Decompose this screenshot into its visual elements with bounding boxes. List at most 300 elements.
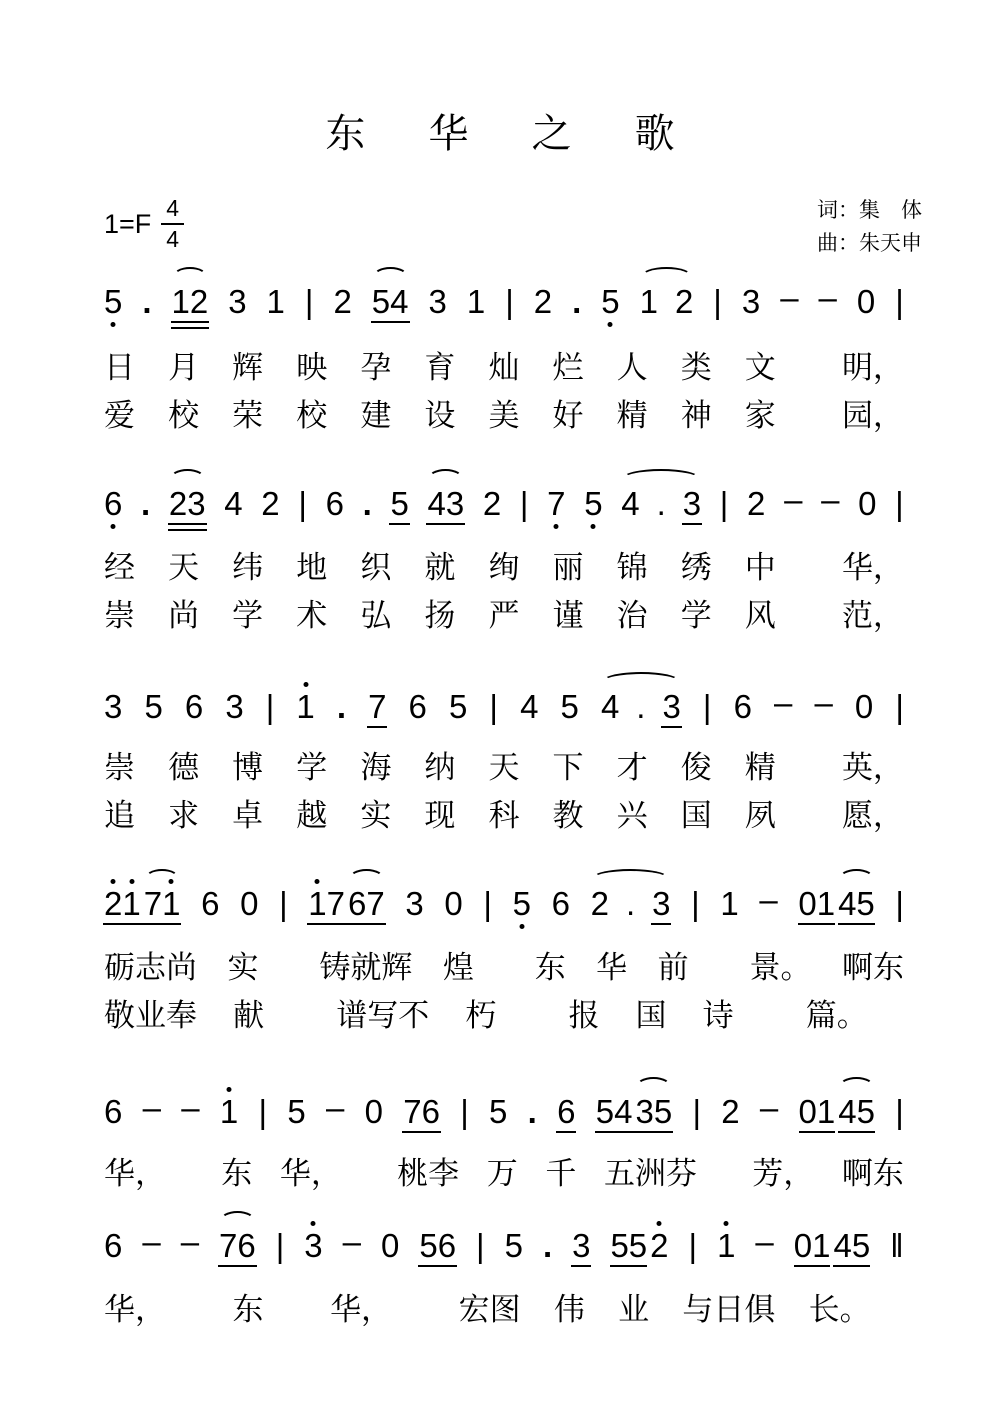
note-char: – xyxy=(142,1223,161,1260)
note xyxy=(747,486,765,522)
note xyxy=(381,1228,399,1264)
note-char: 4 xyxy=(600,688,620,725)
note-char: 1 xyxy=(717,1227,736,1264)
duration-dash xyxy=(821,482,839,518)
lyric-line-1 xyxy=(104,352,904,383)
lyric-cluster: 灿 xyxy=(488,350,520,385)
note xyxy=(104,1094,122,1130)
lyric-cluster: 国 xyxy=(680,798,712,833)
lyric-cluster: 华， xyxy=(330,1292,393,1327)
note xyxy=(220,1094,238,1130)
lyric-cluster: 园， xyxy=(841,398,904,433)
note-char: 7 xyxy=(219,1227,238,1264)
lyric-cluster: 中 xyxy=(744,550,776,585)
note-char: 1 xyxy=(720,885,739,922)
lyric-cluster: 华， xyxy=(104,1156,166,1191)
note-char: – xyxy=(780,279,799,316)
slur-group xyxy=(372,284,409,320)
lyric-cluster: 绣 xyxy=(680,550,712,585)
duration-dash xyxy=(142,1224,160,1260)
note-char: 1 xyxy=(812,1227,831,1264)
note-char: 5 xyxy=(856,1093,875,1130)
note-char: 3 xyxy=(428,283,447,320)
note-char: 3 xyxy=(682,485,702,522)
lyric-cluster: 教 xyxy=(552,798,584,833)
note-char: 5 xyxy=(512,885,531,922)
note xyxy=(505,1228,523,1264)
lyric-cluster: 华， xyxy=(104,1292,166,1327)
note-char: – xyxy=(759,881,778,918)
duration-dash xyxy=(784,482,802,518)
note-char: 4 xyxy=(390,283,409,320)
note-group xyxy=(640,284,694,320)
note-char: 3 xyxy=(662,688,681,725)
lyric-cluster: 月 xyxy=(168,350,200,385)
note-char: 0 xyxy=(380,1227,400,1264)
note xyxy=(520,689,538,725)
note-char: 4 xyxy=(520,688,539,725)
duration-dash xyxy=(760,1090,778,1126)
lyric-cluster: 俊 xyxy=(680,750,712,785)
slur-group xyxy=(169,486,206,522)
note-group xyxy=(172,284,209,320)
note-char: 1 xyxy=(266,283,285,320)
beam-group xyxy=(798,886,835,922)
note-char: 5 xyxy=(851,1227,871,1264)
note-char: 0 xyxy=(854,688,874,725)
note-char: ‖ xyxy=(890,1227,904,1264)
note xyxy=(734,689,752,725)
note-char: | xyxy=(719,485,729,522)
lyric-cluster: 报 xyxy=(568,998,600,1033)
augmentation-dot xyxy=(572,284,581,320)
beam-group xyxy=(833,1228,870,1264)
note-char: 3 xyxy=(225,688,244,725)
beam-group xyxy=(650,1228,668,1264)
lyric-line-9 xyxy=(104,1158,904,1189)
note-char: 0 xyxy=(444,885,463,922)
duration-dash xyxy=(774,685,792,721)
note xyxy=(552,886,570,922)
note-char: 0 xyxy=(858,485,877,522)
note-char: 6 xyxy=(104,485,123,522)
note-char: 2 xyxy=(104,885,123,922)
note-group xyxy=(621,486,701,522)
lyric-cluster: 求 xyxy=(168,798,200,833)
slur-group xyxy=(838,886,875,922)
note-group xyxy=(308,886,384,922)
lyric-cluster: 实 xyxy=(360,798,392,833)
lyric-cluster: 桃李 xyxy=(397,1156,460,1191)
note-char: 7 xyxy=(403,1093,422,1130)
note-char: 5 xyxy=(448,688,468,725)
note xyxy=(858,486,876,522)
note-char: 2 xyxy=(168,485,188,522)
note xyxy=(857,284,875,320)
lyric-cluster: 精 xyxy=(744,750,776,785)
note xyxy=(365,1094,383,1130)
lyricist-credit: 词：集 体 xyxy=(817,199,922,222)
barline xyxy=(305,284,314,320)
beam-group xyxy=(610,1228,647,1264)
note-char: 1 xyxy=(639,283,658,320)
lyric-cluster: 下 xyxy=(552,750,584,785)
note-char: – xyxy=(784,481,803,518)
beam-group xyxy=(419,1228,456,1264)
lyric-cluster: 范， xyxy=(841,598,904,633)
lyric-cluster: 啊东 xyxy=(841,1156,904,1191)
note-char: 1 xyxy=(466,283,486,320)
augmentation-dot xyxy=(528,1094,537,1130)
note xyxy=(534,284,552,320)
augmentation-dot xyxy=(543,1228,552,1264)
note-group xyxy=(798,886,874,922)
note-char: 6 xyxy=(348,885,367,922)
note-char: 4 xyxy=(614,1093,633,1130)
lyric-cluster: 伟 xyxy=(553,1292,585,1327)
duration-dash xyxy=(181,1224,199,1260)
note-char: 5 xyxy=(390,485,409,522)
note-char: – xyxy=(814,684,833,721)
note-char: – xyxy=(821,481,840,518)
augmentation-dot xyxy=(141,486,150,522)
note xyxy=(287,1094,305,1130)
lyric-cluster: 学 xyxy=(680,598,712,633)
note-char: 6 xyxy=(325,485,344,522)
barline xyxy=(483,886,492,922)
augmentation-dot: . xyxy=(625,885,636,922)
beam-group xyxy=(596,1094,633,1130)
lyric-cluster: 扬 xyxy=(424,598,456,633)
note-char: – xyxy=(818,279,837,316)
note-char: . xyxy=(572,283,582,320)
lyric-line-4 xyxy=(104,600,904,631)
note xyxy=(104,689,122,725)
beam-group xyxy=(557,1094,575,1130)
note-char: 5 xyxy=(489,1093,508,1130)
note xyxy=(720,886,738,922)
lyric-cluster: 啊东 xyxy=(841,950,904,985)
lyric-cluster: 华， xyxy=(279,1156,342,1191)
note xyxy=(201,886,219,922)
note-char: 5 xyxy=(584,485,603,522)
lyric-cluster: 家 xyxy=(744,398,776,433)
lyric-cluster: 宏图 xyxy=(458,1292,521,1327)
lyric-cluster: 芳， xyxy=(752,1156,815,1191)
lyric-cluster: 科 xyxy=(488,798,520,833)
note-char: – xyxy=(774,684,793,721)
note-char: 3 xyxy=(445,485,465,522)
note-char: | xyxy=(258,1093,268,1130)
beam-group xyxy=(368,689,386,725)
note-group xyxy=(390,486,408,522)
key-time-signature xyxy=(104,196,184,252)
barline xyxy=(298,486,307,522)
slur-group xyxy=(640,284,694,320)
lyric-cluster: 类 xyxy=(680,350,712,385)
note-char: 2 xyxy=(261,485,280,522)
lyric-cluster: 国 xyxy=(635,998,667,1033)
lyric-cluster: 人 xyxy=(616,350,648,385)
duration-dash xyxy=(759,882,777,918)
lyric-cluster: 日 xyxy=(104,350,135,385)
note-char: 0 xyxy=(798,885,817,922)
note-group xyxy=(591,886,671,922)
note-char: | xyxy=(688,1227,698,1264)
lyric-cluster: 美 xyxy=(488,398,520,433)
lyric-line-8 xyxy=(104,1000,904,1031)
note-char: 2 xyxy=(674,283,694,320)
slur-group xyxy=(621,486,701,522)
lyric-cluster: 博 xyxy=(232,750,264,785)
note-char: 5 xyxy=(504,1227,523,1264)
lyric-cluster: 风 xyxy=(744,598,776,633)
composer-credit: 曲：朱天申 xyxy=(817,232,922,255)
barline xyxy=(689,1228,698,1264)
lyric-cluster: 弘 xyxy=(360,598,392,633)
note-char: 4 xyxy=(427,485,446,522)
lyric-cluster: 夙 xyxy=(744,798,776,833)
lyric-cluster: 华， xyxy=(841,550,904,585)
note-char: 0 xyxy=(364,1093,383,1130)
lyric-cluster: 谱写不 xyxy=(336,998,430,1033)
credits xyxy=(817,194,922,260)
lyric-cluster: 景。 xyxy=(749,950,812,985)
lyric-line-2 xyxy=(104,400,904,431)
note-char: – xyxy=(142,1089,161,1126)
note-char: 2 xyxy=(333,283,352,320)
note xyxy=(409,689,427,725)
lyric-cluster: 锦 xyxy=(616,550,648,585)
note-char: – xyxy=(325,1089,345,1126)
barline xyxy=(266,689,275,725)
note-char: | xyxy=(895,485,904,522)
lyric-cluster: 天 xyxy=(168,550,200,585)
note-char: 6 xyxy=(437,1227,457,1264)
lyric-line-7 xyxy=(104,952,904,983)
lyric-cluster: 纬 xyxy=(232,550,264,585)
lyric-cluster: 东 xyxy=(534,950,566,985)
note-char: 5 xyxy=(144,688,163,725)
note xyxy=(104,1228,122,1264)
note-char: | xyxy=(702,688,712,725)
lyric-line-5 xyxy=(104,752,904,783)
slur-group xyxy=(172,284,209,320)
slur-group xyxy=(348,886,385,922)
note-char: – xyxy=(180,1223,200,1260)
note-char: 5 xyxy=(653,1093,673,1130)
note-char: – xyxy=(342,1223,361,1260)
barline xyxy=(489,689,498,725)
note-char: | xyxy=(476,1227,485,1264)
note-char: 2 xyxy=(747,485,766,522)
note xyxy=(296,689,314,725)
lyric-cluster: 崇 xyxy=(104,750,135,785)
note-group xyxy=(104,886,180,922)
note-char: | xyxy=(691,885,700,922)
augmentation-dot xyxy=(363,486,372,522)
note-char: 5 xyxy=(287,1093,306,1130)
note-group xyxy=(169,486,206,522)
note xyxy=(104,284,122,320)
note xyxy=(742,284,760,320)
lyric-line-3 xyxy=(104,552,904,583)
augmentation-dot xyxy=(337,689,346,725)
note-char: | xyxy=(275,1227,285,1264)
note-group xyxy=(794,1228,870,1264)
note-char: 6 xyxy=(201,885,220,922)
duration-dash xyxy=(181,1090,199,1126)
note-char: 6 xyxy=(557,1093,576,1130)
beam-group xyxy=(403,1094,440,1130)
note xyxy=(429,284,447,320)
barline xyxy=(890,1228,904,1264)
note-char: | xyxy=(279,885,288,922)
note-char: 0 xyxy=(798,1093,817,1130)
note-char: 6 xyxy=(733,688,752,725)
lyric-line-10 xyxy=(104,1294,904,1325)
note-char: 7 xyxy=(547,485,566,522)
lyric-cluster: 纳 xyxy=(424,750,456,785)
barline xyxy=(713,284,722,320)
lyric-cluster: 术 xyxy=(296,598,328,633)
note-char: 1 xyxy=(296,688,315,725)
note xyxy=(467,284,485,320)
note-char: 2 xyxy=(721,1093,740,1130)
note-char: 3 xyxy=(228,283,247,320)
note-char: – xyxy=(181,1089,200,1126)
music-line-4 xyxy=(104,881,904,922)
lyric-cluster: 英， xyxy=(841,750,904,785)
barline xyxy=(460,1094,469,1130)
beam-group xyxy=(799,1094,836,1130)
augmentation-dot: . xyxy=(636,688,646,725)
note-char: | xyxy=(519,485,529,522)
lyric-cluster: 织 xyxy=(360,550,392,585)
note-char: 4 xyxy=(838,1093,857,1130)
barline xyxy=(259,1094,268,1130)
note-group xyxy=(596,1094,672,1130)
lyric-cluster: 实 xyxy=(227,950,259,985)
lyric-cluster: 海 xyxy=(360,750,392,785)
note-char: | xyxy=(895,885,904,922)
note-char: . xyxy=(141,485,151,522)
note-char: | xyxy=(265,688,275,725)
note xyxy=(405,886,423,922)
note-char: 3 xyxy=(572,1227,591,1264)
lyric-cluster: 烂 xyxy=(552,350,584,385)
note-char: 5 xyxy=(610,1227,629,1264)
note-char: 1 xyxy=(122,885,141,922)
lyric-cluster: 砺志尚 xyxy=(104,950,197,985)
note xyxy=(225,689,243,725)
note-char: 6 xyxy=(184,688,204,725)
time-signature-denominator: 4 xyxy=(166,226,180,252)
note-char: 2 xyxy=(189,283,209,320)
note-char: 2 xyxy=(650,1227,669,1264)
note-char: 6 xyxy=(104,1227,123,1264)
lyric-cluster: 现 xyxy=(424,798,456,833)
note xyxy=(144,689,162,725)
lyric-cluster: 万 xyxy=(486,1156,518,1191)
note-char: 2 xyxy=(590,885,609,922)
note-char: . xyxy=(362,485,372,522)
note-char: 3 xyxy=(304,1227,323,1264)
note-char: 7 xyxy=(326,885,346,922)
music-line-3 xyxy=(104,684,904,725)
duration-dash xyxy=(780,280,798,316)
note-char: | xyxy=(895,688,904,725)
note-char: . xyxy=(542,1227,553,1264)
augmentation-dot: . xyxy=(656,485,666,522)
lyric-cluster: 地 xyxy=(296,550,328,585)
lyric-cluster: 建 xyxy=(360,398,392,433)
lyric-cluster: 越 xyxy=(296,798,328,833)
lyric-cluster: 育 xyxy=(424,350,456,385)
note-char: 4 xyxy=(833,1227,852,1264)
note-char: 7 xyxy=(143,885,163,922)
key-signature: 1=F xyxy=(104,208,152,239)
note-char: 0 xyxy=(240,885,259,922)
lyric-line-6 xyxy=(104,800,904,831)
beam-group xyxy=(390,486,408,522)
barline xyxy=(720,486,729,522)
note xyxy=(185,689,203,725)
augmentation-dot xyxy=(142,284,151,320)
lyric-cluster: 明， xyxy=(841,350,904,385)
note-group xyxy=(427,486,464,522)
lyric-cluster: 学 xyxy=(232,598,264,633)
note xyxy=(855,689,873,725)
song-title: 东 华 之 歌 xyxy=(325,112,701,156)
time-signature xyxy=(161,196,184,252)
note-char: 2 xyxy=(533,283,553,320)
note-char: | xyxy=(692,1093,702,1130)
note-char: 7 xyxy=(368,688,387,725)
lyric-cluster: 校 xyxy=(296,398,328,433)
lyric-cluster: 崇 xyxy=(104,598,135,633)
lyric-cluster: 绚 xyxy=(488,550,520,585)
duration-dash xyxy=(326,1090,344,1126)
note-group xyxy=(572,1228,590,1264)
note xyxy=(104,486,122,522)
note xyxy=(444,886,462,922)
barline xyxy=(276,1228,285,1264)
lyric-cluster: 才 xyxy=(616,750,648,785)
note xyxy=(584,486,602,522)
lyric-cluster: 治 xyxy=(616,598,648,633)
slur-group xyxy=(427,486,464,522)
lyric-cluster: 敬业奉 xyxy=(104,998,197,1033)
note-char: 1 xyxy=(171,283,190,320)
slur-group xyxy=(601,689,681,725)
note-char: 5 xyxy=(419,1227,438,1264)
lyric-cluster: 愿， xyxy=(841,798,904,833)
note-char: 6 xyxy=(421,1093,440,1130)
lyric-cluster: 兴 xyxy=(616,798,648,833)
note xyxy=(721,1094,739,1130)
note-group xyxy=(610,1228,668,1264)
note-char: 5 xyxy=(856,885,875,922)
note-char: 1 xyxy=(219,1093,239,1130)
note-char: 3 xyxy=(405,885,424,922)
slur-group xyxy=(838,1094,875,1130)
lyric-cluster: 严 xyxy=(488,598,520,633)
beam-group xyxy=(308,886,345,922)
lyric-cluster: 追 xyxy=(104,798,135,833)
note-char: | xyxy=(505,283,514,320)
note-char: . xyxy=(527,1093,537,1130)
